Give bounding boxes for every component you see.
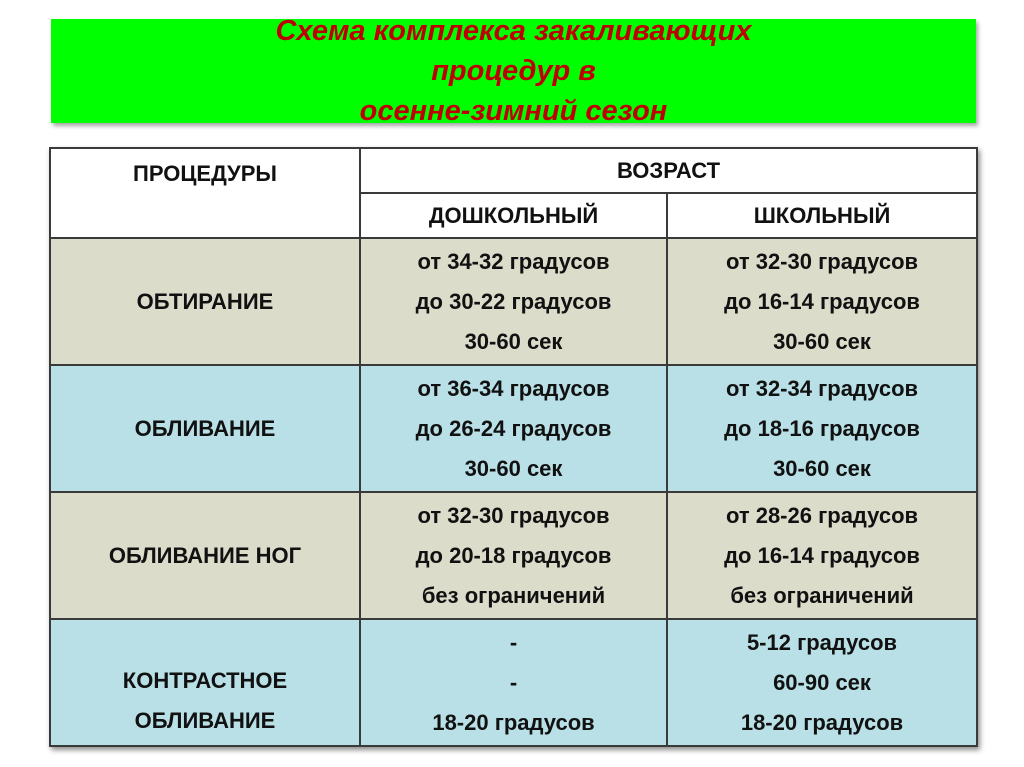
procedure-name-line: КОНТРАСТНОЕ xyxy=(122,668,288,693)
preschool-values xyxy=(360,492,667,619)
table-row xyxy=(50,365,977,492)
value-line: 18-20 градусов xyxy=(432,709,595,735)
value-line: 30-60 сек xyxy=(464,328,563,354)
school-values xyxy=(667,365,977,492)
preschool-values xyxy=(360,365,667,492)
school-values xyxy=(667,619,977,746)
value-line: без ограничений xyxy=(730,582,914,608)
value-line: - xyxy=(509,669,518,695)
table-row xyxy=(50,492,977,619)
header-age: ВОЗРАСТ xyxy=(360,148,977,193)
value-line: от 36-34 градусов xyxy=(417,375,610,401)
value-line: от 32-30 градусов xyxy=(417,502,610,528)
value-line: без ограничений xyxy=(421,582,606,608)
procedure-name: ОБТИРАНИЕ xyxy=(50,238,360,365)
value-line: 18-20 градусов xyxy=(740,709,904,735)
value-line: до 16-14 градусов xyxy=(724,288,920,314)
value-line: 30-60 сек xyxy=(773,328,871,354)
school-values xyxy=(667,492,977,619)
value-line: 30-60 сек xyxy=(773,455,871,481)
value-line: до 26-24 градусов xyxy=(415,415,612,441)
value-line: 60-90 сек xyxy=(773,669,871,695)
school-values xyxy=(667,238,977,365)
preschool-values xyxy=(360,238,667,365)
header-procedures: ПРОЦЕДУРЫ xyxy=(50,148,360,238)
procedure-name xyxy=(50,619,360,746)
procedure-name-line: ОБЛИВАНИЕ xyxy=(134,708,276,733)
preschool-values xyxy=(360,619,667,746)
value-line: от 34-32 градусов xyxy=(417,248,610,274)
procedures-table xyxy=(49,147,978,747)
value-line: до 18-16 градусов xyxy=(724,415,920,441)
header-preschool: ДОШКОЛЬНЫЙ xyxy=(360,193,667,238)
header-school: ШКОЛЬНЫЙ xyxy=(667,193,977,238)
value-line: до 30-22 градусов xyxy=(415,288,612,314)
value-line: до 16-14 градусов xyxy=(724,542,920,568)
title-banner xyxy=(51,15,976,127)
table-row xyxy=(50,238,977,365)
value-line: от 32-30 градусов xyxy=(725,248,919,274)
value-line: от 28-26 градусов xyxy=(725,502,919,528)
procedure-name: ОБЛИВАНИЕ НОГ xyxy=(50,492,360,619)
table-row xyxy=(50,619,977,746)
value-line: от 32-34 градусов xyxy=(725,375,919,401)
value-line: - xyxy=(509,629,518,655)
page-title: Схема комплекса закаливающих процедур в осенне-зимний сезон xyxy=(275,15,752,127)
value-line: 30-60 сек xyxy=(464,455,563,481)
value-line: 5-12 градусов xyxy=(746,629,898,655)
value-line: до 20-18 градусов xyxy=(415,542,612,568)
procedure-name: ОБЛИВАНИЕ xyxy=(50,365,360,492)
